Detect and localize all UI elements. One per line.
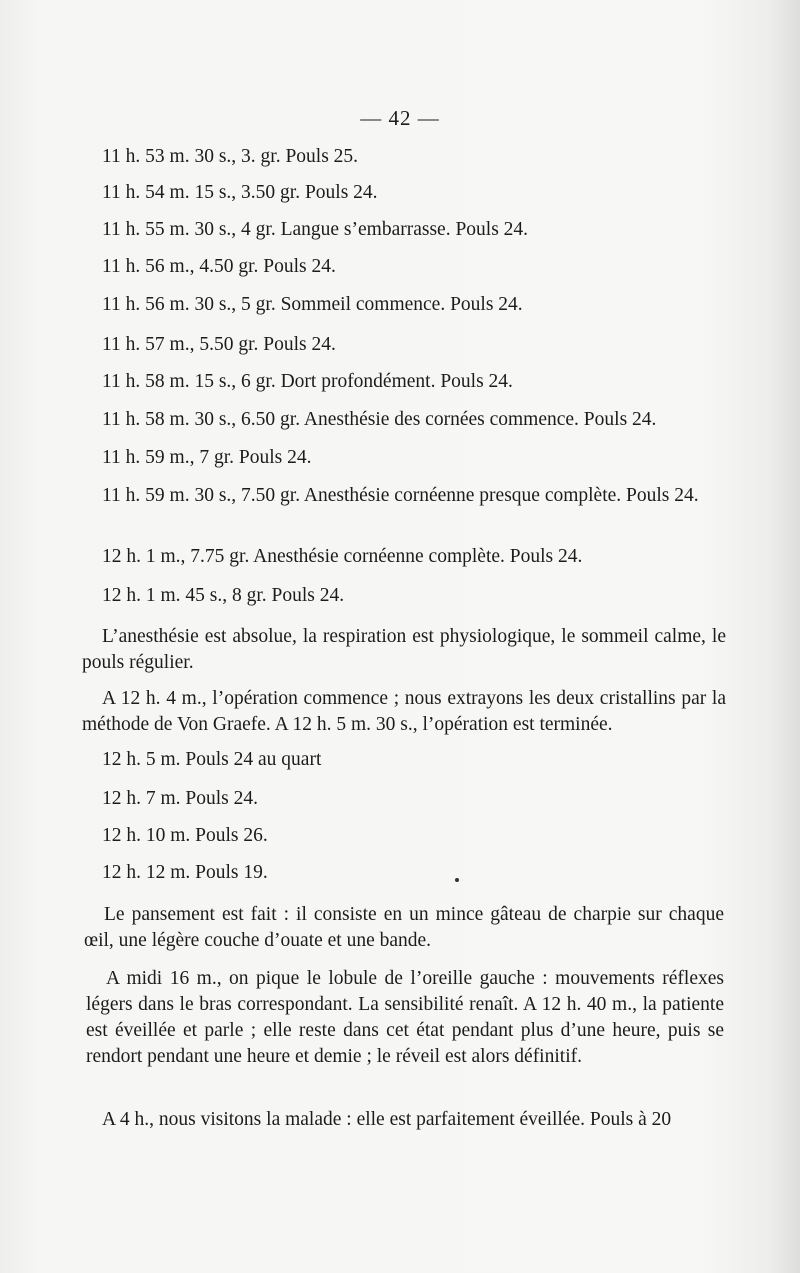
log-line: 11 h. 59 m., 7 gr. Pouls 24.: [102, 447, 312, 468]
log-line: 11 h. 54 m. 15 s., 3.50 gr. Pouls 24.: [102, 182, 378, 203]
log-line: 12 h. 1 m. 45 s., 8 gr. Pouls 24.: [102, 585, 345, 606]
paragraph-operation: A 12 h. 4 m., l’opération commence ; nous extrayons les deux cristallins par la méthode de Von Graefe. A 12 h. 5 m. 30 s., l’opération est terminée.: [82, 688, 726, 735]
paragraph-visit: A 4 h., nous visitons la malade : elle est parfaitement éveillée. Pouls à 20: [102, 1109, 672, 1130]
page-number: — 42 —: [360, 106, 440, 130]
log-line: 11 h. 53 m. 30 s., 3. gr. Pouls 25.: [102, 146, 359, 167]
ink-spot: [455, 878, 459, 882]
paragraph-dressing: Le pansement est fait : il consiste en un mince gâteau de charpie sur chaque œil, une légère couche d’ouate et une bande.: [84, 904, 724, 951]
paragraph-awakening: A midi 16 m., on pique le lobule de l’oreille gauche : mouvements réflexes légers dans le bras correspondant. La sensibilité renaît. A 12 h. 40 m., la patiente est éveillée et parle ; elle reste dans cet état pendant plus d’une heure, puis se rendort pendant une heure et demie ; le réveil est alors définitif.: [86, 968, 724, 1067]
pulse-line: 12 h. 12 m. Pouls 19.: [102, 862, 268, 883]
log-line: 11 h. 56 m., 4.50 gr. Pouls 24.: [102, 256, 336, 277]
paragraph-log-wrapped: 11 h. 59 m. 30 s., 7.50 gr. Anesthésie cornéenne presque complète. Pouls 24.: [102, 485, 699, 506]
pulse-line: 12 h. 7 m. Pouls 24.: [102, 788, 259, 809]
log-line: 11 h. 56 m. 30 s., 5 gr. Sommeil commence. Pouls 24.: [102, 294, 523, 315]
log-line: 11 h. 58 m. 30 s., 6.50 gr. Anesthésie des cornées commence. Pouls 24.: [102, 409, 657, 430]
paragraph-anesthesia: L’anesthésie est absolue, la respiration est physiologique, le sommeil calme, le pouls régulier.: [82, 626, 726, 673]
pulse-line: 12 h. 5 m. Pouls 24 au quart: [102, 749, 322, 770]
log-line: 11 h. 55 m. 30 s., 4 gr. Langue s’embarrasse. Pouls 24.: [102, 219, 529, 240]
pulse-line: 12 h. 10 m. Pouls 26.: [102, 825, 268, 846]
page-edge-shadow: [770, 0, 800, 1273]
log-line: 11 h. 58 m. 15 s., 6 gr. Dort profondément. Pouls 24.: [102, 371, 513, 392]
log-line: 11 h. 57 m., 5.50 gr. Pouls 24.: [102, 334, 336, 355]
log-line: 12 h. 1 m., 7.75 gr. Anesthésie cornéenne complète. Pouls 24.: [102, 546, 583, 567]
